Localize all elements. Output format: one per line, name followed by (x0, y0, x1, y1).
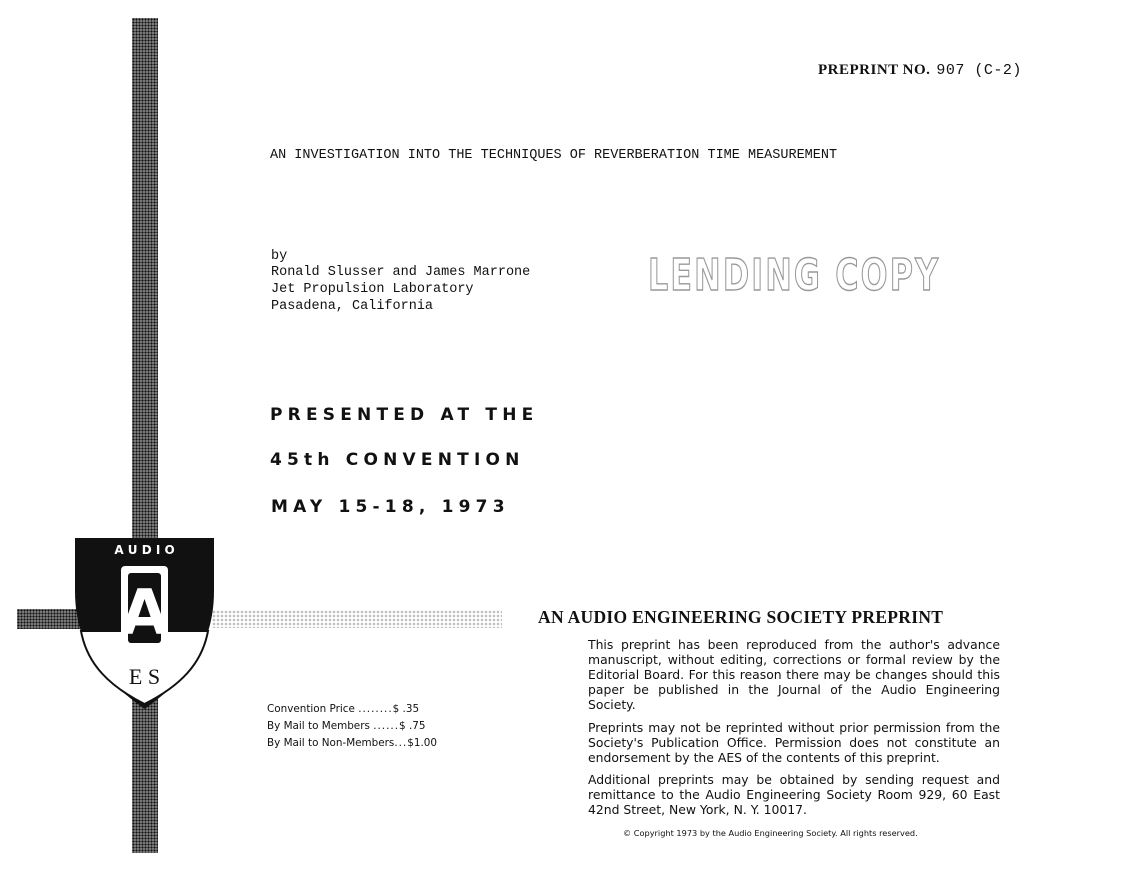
price-label: By Mail to Members (267, 720, 370, 732)
logo-monogram: A (120, 576, 169, 649)
date-line: MAY 15-18, 1973 (271, 497, 510, 517)
copyright-notice: © Copyright 1973 by the Audio Engineering Society. All rights reserved. (623, 828, 918, 838)
price-dots: ........ (358, 703, 393, 715)
affiliation: Jet Propulsion Laboratory (271, 282, 474, 297)
preprint-label: PREPRINT NO. (818, 62, 931, 78)
halftone-faded-bar (212, 610, 502, 628)
price-label: Convention Price (267, 703, 355, 715)
price-value: $ .35 (392, 703, 420, 715)
logo-top-word: A U D I O (114, 543, 175, 557)
price-dots: ...... (373, 720, 400, 732)
notice-paragraph-2: Preprints may not be reprinted without prior permission from the Society's Publication Office. Permission does not constitute an endorsement by the AES of the contents of this preprint. (588, 720, 1000, 765)
price-dots: ... (394, 737, 408, 749)
by-line: by (271, 249, 288, 264)
price-row (267, 737, 437, 749)
price-label: By Mail to Non-Members (267, 737, 395, 749)
price-row (267, 720, 425, 732)
notice-paragraph-1: This preprint has been reproduced from the author's advance manuscript, without editing, corrections or formal review by the Editorial Board. For this reason there may be changes should this paper be published in the Journal of the Audio Engineering Society. (588, 637, 1000, 712)
lending-copy-stamp: LENDING COPY (648, 250, 941, 301)
aes-logo (73, 536, 216, 711)
authors: Ronald Slusser and James Marrone (271, 265, 531, 280)
paper-title: AN INVESTIGATION INTO THE TECHNIQUES OF REVERBERATION TIME MEASUREMENT (270, 148, 838, 163)
notice-paragraph-3: Additional preprints may be obtained by sending request and remittance to the Audio Engineering Society Room 929, 60 East 42nd Street, New York, N. Y. 10017. (588, 772, 1000, 817)
convention-line: 45th CONVENTION (270, 450, 525, 470)
price-value: $ .75 (399, 720, 426, 732)
price-row (267, 703, 419, 715)
logo-bottom-word: E S (128, 664, 161, 689)
preprint-number (818, 62, 1022, 79)
society-heading: AN AUDIO ENGINEERING SOCIETY PREPRINT (538, 607, 944, 627)
price-value: $1.00 (407, 737, 438, 749)
preprint-number-value: 907 (C-2) (936, 62, 1022, 79)
halftone-vertical-bar (132, 18, 158, 853)
location: Pasadena, California (271, 299, 434, 314)
presented-at-line: PRESENTED AT THE (270, 405, 539, 425)
